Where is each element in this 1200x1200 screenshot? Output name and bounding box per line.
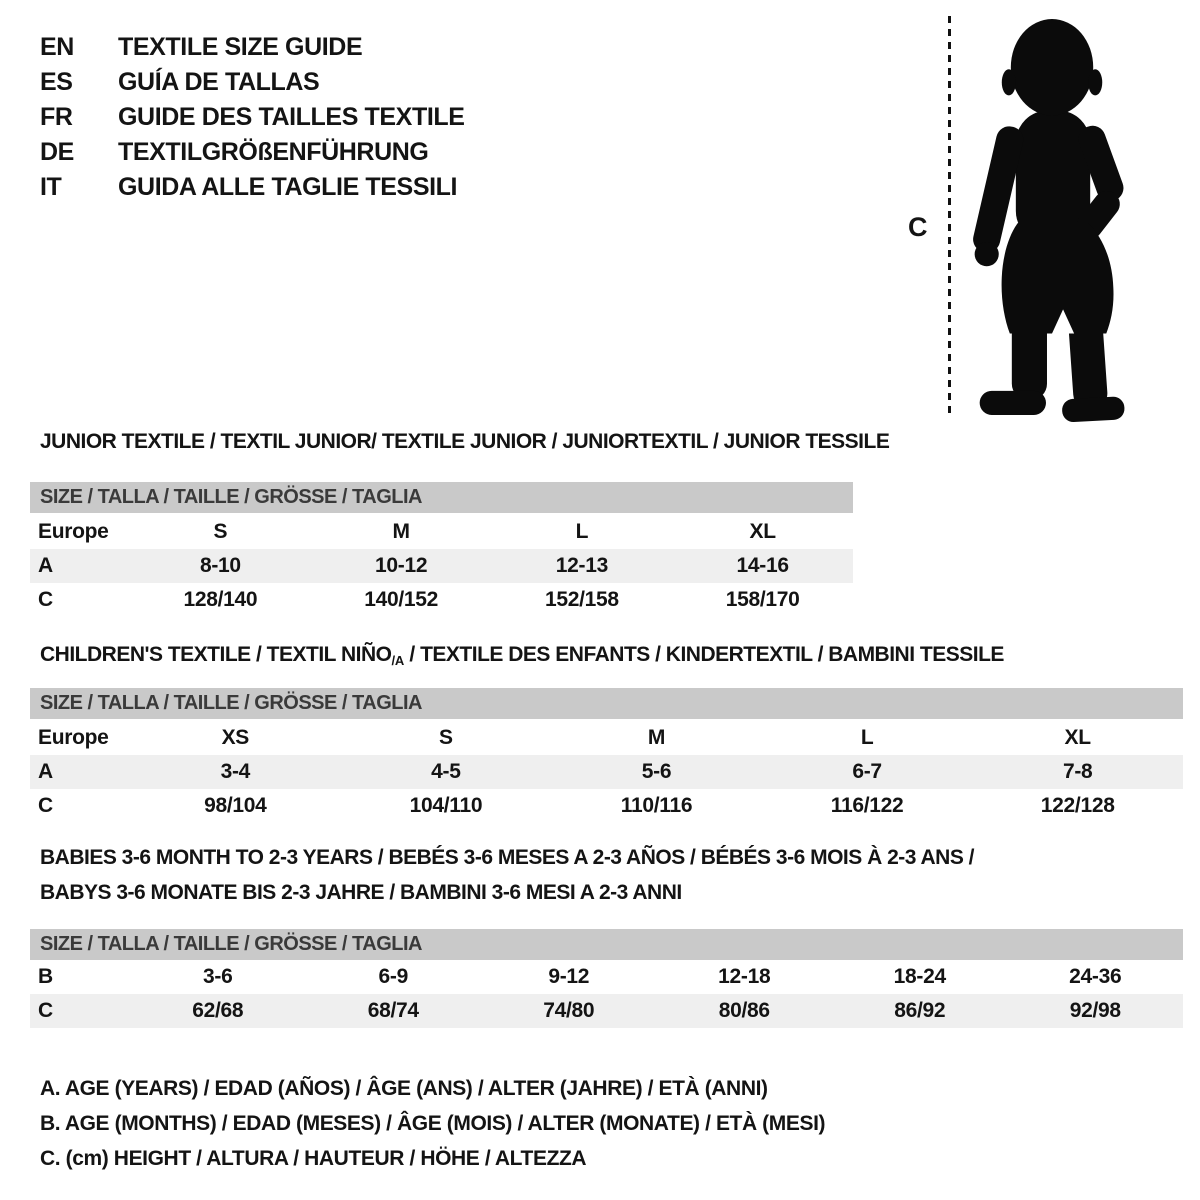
table-cell: XS	[221, 726, 249, 749]
table-row	[30, 721, 1183, 755]
legend-line-b: B. AGE (MONTHS) / EDAD (MESES) / ÂGE (MOIS) / ALTER (MONATE) / ETÀ (MESI)	[40, 1112, 826, 1135]
lang-title: GUÍA DE TALLAS	[118, 68, 320, 96]
lang-title: TEXTILE SIZE GUIDE	[118, 33, 363, 61]
table-cell: XL	[1064, 726, 1091, 749]
table-cell: L	[860, 726, 874, 749]
table-cell: 92/98	[1069, 999, 1121, 1022]
lang-row-es	[40, 65, 465, 100]
lang-row-it	[40, 170, 465, 205]
table-cell: M	[392, 520, 410, 543]
table-row	[30, 755, 1183, 789]
row-label: A	[38, 554, 53, 577]
table-cell: M	[647, 726, 666, 749]
lang-title: TEXTILGRÖßENFÜHRUNG	[118, 138, 429, 166]
table-cell: 116/122	[830, 794, 904, 817]
junior-table	[30, 515, 853, 617]
row-label: Europe	[38, 520, 109, 543]
height-measure-dashed-line	[948, 16, 951, 416]
children-title-subscript: /A	[391, 653, 405, 668]
table-cell: 9-12	[548, 965, 590, 988]
legend-line-a: A. AGE (YEARS) / EDAD (AÑOS) / ÂGE (ANS) / ALTER (JAHRE) / ETÀ (ANNI)	[40, 1077, 768, 1100]
table-cell: 110/116	[620, 794, 693, 817]
table-row	[30, 515, 853, 549]
table-cell: 14-16	[736, 554, 789, 577]
children-title-suffix: / TEXTILE DES ENFANTS / KINDERTEXTIL / BAMBINI TESSILE	[404, 643, 1004, 666]
table-row	[30, 549, 853, 583]
table-cell: 3-4	[220, 760, 251, 783]
lang-row-en	[40, 30, 465, 65]
children-section-title	[40, 643, 1004, 668]
table-cell: 98/104	[204, 794, 267, 817]
language-title-block	[40, 30, 465, 205]
table-cell: 4-5	[431, 760, 461, 783]
row-label: A	[38, 760, 53, 783]
table-cell: XL	[749, 520, 776, 543]
table-cell: S	[439, 726, 453, 749]
babies-size-header-bar: SIZE / TALLA / TAILLE / GRÖSSE / TAGLIA	[30, 929, 1183, 960]
row-label: Europe	[38, 726, 109, 749]
table-cell: 128/140	[183, 588, 258, 611]
table-cell: 12-13	[555, 554, 608, 577]
table-cell: 6-7	[852, 760, 882, 783]
lang-code: FR	[40, 103, 73, 131]
lang-title: GUIDA ALLE TAGLIE TESSILI	[118, 173, 458, 201]
table-cell: 7-8	[1062, 760, 1093, 783]
lang-row-fr	[40, 100, 465, 135]
table-row	[30, 960, 1183, 994]
lang-code: EN	[40, 33, 74, 61]
children-table	[30, 721, 1183, 823]
babies-section-title-line2: BABYS 3-6 MONATE BIS 2-3 JAHRE / BAMBINI 3-6 MESI A 2-3 ANNI	[40, 881, 682, 904]
table-row	[30, 583, 853, 617]
shorts	[1002, 223, 1114, 334]
table-row	[30, 994, 1183, 1028]
row-label: C	[38, 794, 53, 817]
lang-code: ES	[40, 68, 73, 96]
table-cell: 6-9	[378, 965, 408, 988]
height-measure-label: C	[908, 212, 928, 242]
table-cell: S	[213, 520, 228, 543]
table-cell: 140/152	[364, 588, 439, 611]
table-cell: 62/68	[192, 999, 244, 1022]
row-label: C	[38, 999, 53, 1022]
table-cell: 104/110	[409, 794, 483, 817]
junior-section-title: JUNIOR TEXTILE / TEXTIL JUNIOR/ TEXTILE JUNIOR / JUNIORTEXTIL / JUNIOR TESSILE	[40, 430, 890, 453]
row-label: C	[38, 588, 53, 611]
lang-title: GUIDE DES TAILLES TEXTILE	[118, 103, 465, 131]
junior-size-header-bar: SIZE / TALLA / TAILLE / GRÖSSE / TAGLIA	[30, 482, 853, 513]
row-label: B	[38, 965, 53, 988]
babies-table	[30, 960, 1183, 1028]
left-foot	[980, 391, 1046, 415]
table-cell: 152/158	[544, 588, 619, 611]
table-cell: L	[575, 520, 589, 543]
lang-code: IT	[40, 173, 62, 201]
table-cell: 68/74	[367, 999, 419, 1022]
legend	[40, 1071, 825, 1176]
table-cell: 12-18	[718, 965, 771, 988]
table-cell: 3-6	[203, 965, 233, 988]
table-cell: 24-36	[1069, 965, 1122, 988]
table-cell: 10-12	[375, 554, 428, 577]
head	[1011, 19, 1093, 115]
table-cell: 18-24	[893, 965, 946, 988]
table-cell: 122/128	[1040, 794, 1115, 817]
legend-line-c: C. (cm) HEIGHT / ALTURA / HAUTEUR / HÖHE / ALTEZZA	[40, 1147, 587, 1170]
right-ear	[1088, 69, 1102, 95]
children-size-header-bar: SIZE / TALLA / TAILLE / GRÖSSE / TAGLIA	[30, 688, 1183, 719]
table-cell: 8-10	[199, 554, 241, 577]
left-ear	[1002, 69, 1016, 95]
toddler-silhouette	[963, 14, 1135, 426]
right-foot	[1062, 396, 1125, 422]
babies-section-title-line1: BABIES 3-6 MONTH TO 2-3 YEARS / BEBÉS 3-6 MESES A 2-3 AÑOS / BÉBÉS 3-6 MOIS À 2-3 ANS /	[40, 846, 975, 869]
lang-code: DE	[40, 138, 74, 166]
table-cell: 5-6	[641, 760, 672, 783]
left-hand	[975, 242, 999, 266]
table-cell: 86/92	[894, 999, 946, 1022]
lang-row-de	[40, 135, 465, 170]
table-cell: 80/86	[718, 999, 770, 1022]
table-row	[30, 789, 1183, 823]
children-title-prefix: CHILDREN'S TEXTILE / TEXTIL NIÑO	[40, 643, 392, 666]
table-cell: 74/80	[543, 999, 595, 1022]
table-cell: 158/170	[725, 588, 800, 611]
